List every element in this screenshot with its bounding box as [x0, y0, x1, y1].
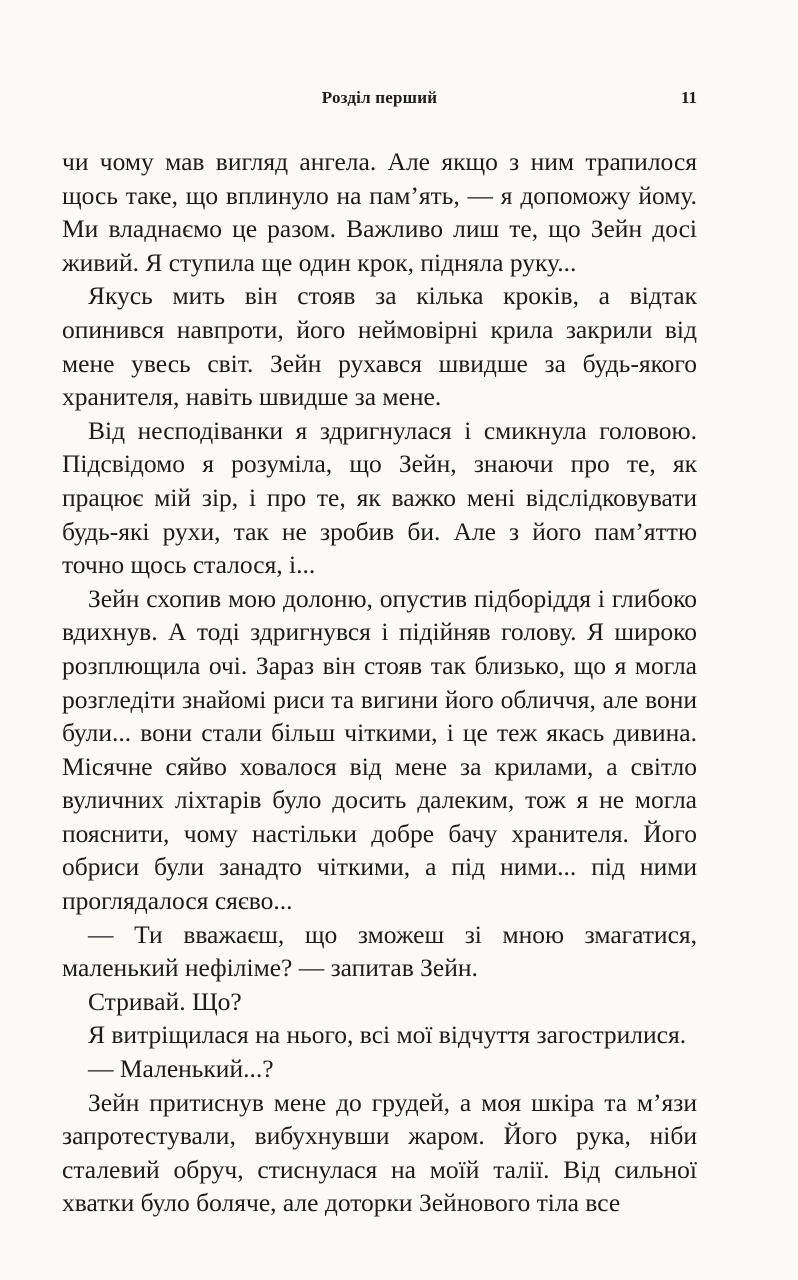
paragraph: Зейн схопив мою долоню, опустив підборіддя і глибоко вдихнув. А тоді здригнувся і підійняв голову. Я широко розплющила очі. Зараз він стояв так близько, що я могла розгледіти знайомі риси та вигини його обличчя, але вони були... вони стали більш чіткими, і це теж якась дивина. Місячне сяйво ховалося від мене за крилами, а світло вуличних ліхтарів було досить далеким, тож я не могла пояснити, чому настільки добре бачу хранителя. Його обриси були занадто чіткими, а під ними... під ними проглядалося сяєво... — [62, 583, 697, 916]
running-head — [62, 88, 697, 118]
paragraph: Стривай. Що? — [88, 986, 242, 1016]
paragraph: Я витріщилася на нього, всі мої відчуття загострилися. — [88, 1020, 687, 1050]
dialogue-paragraph: — Маленький...? — [88, 1054, 274, 1084]
paragraph: Зейн притиснув мене до грудей, а моя шкіра та м’язи запротестували, вибухнувши жаром. Його рука, ніби сталевий обруч, стиснулася на моїй талії. Від сильної хватки було боляче, але доторки Зейнового тіла все — [62, 1087, 697, 1218]
chapter-title: Розділ перший — [321, 88, 438, 107]
paragraph: чи чому мав вигляд ангела. Але якщо з ним трапилося щось таке, що вплинуло на пам’ять, — я допоможу йому. Ми владнаємо це разом. Важливо лиш те, що Зейн досі живий. Я ступила ще один крок, підняла руку... — [62, 147, 697, 277]
dialogue-paragraph: — Ти вважаєш, що зможеш зі мною змагатися, маленький нефіліме? — запитав Зейн. — [62, 919, 697, 983]
body-text — [62, 145, 697, 1220]
paragraph: Від несподіванки я здригнулася і смикнула головою. Підсвідомо я розуміла, що Зейн, знаючи про те, як працює мій зір, і про те, як важко мені відслідковувати будь-які рухи, так не зробив би. Але з його пам’яттю точно щось сталося, і... — [62, 415, 697, 580]
paragraph: Якусь мить він стояв за кілька кроків, а відтак опинився навпроти, його неймовірні крила закрили від мене увесь світ. Зейн рухався швидше за будь-якого хранителя, навіть швидше за мене. — [62, 281, 697, 412]
page-number: 11 — [680, 88, 697, 107]
